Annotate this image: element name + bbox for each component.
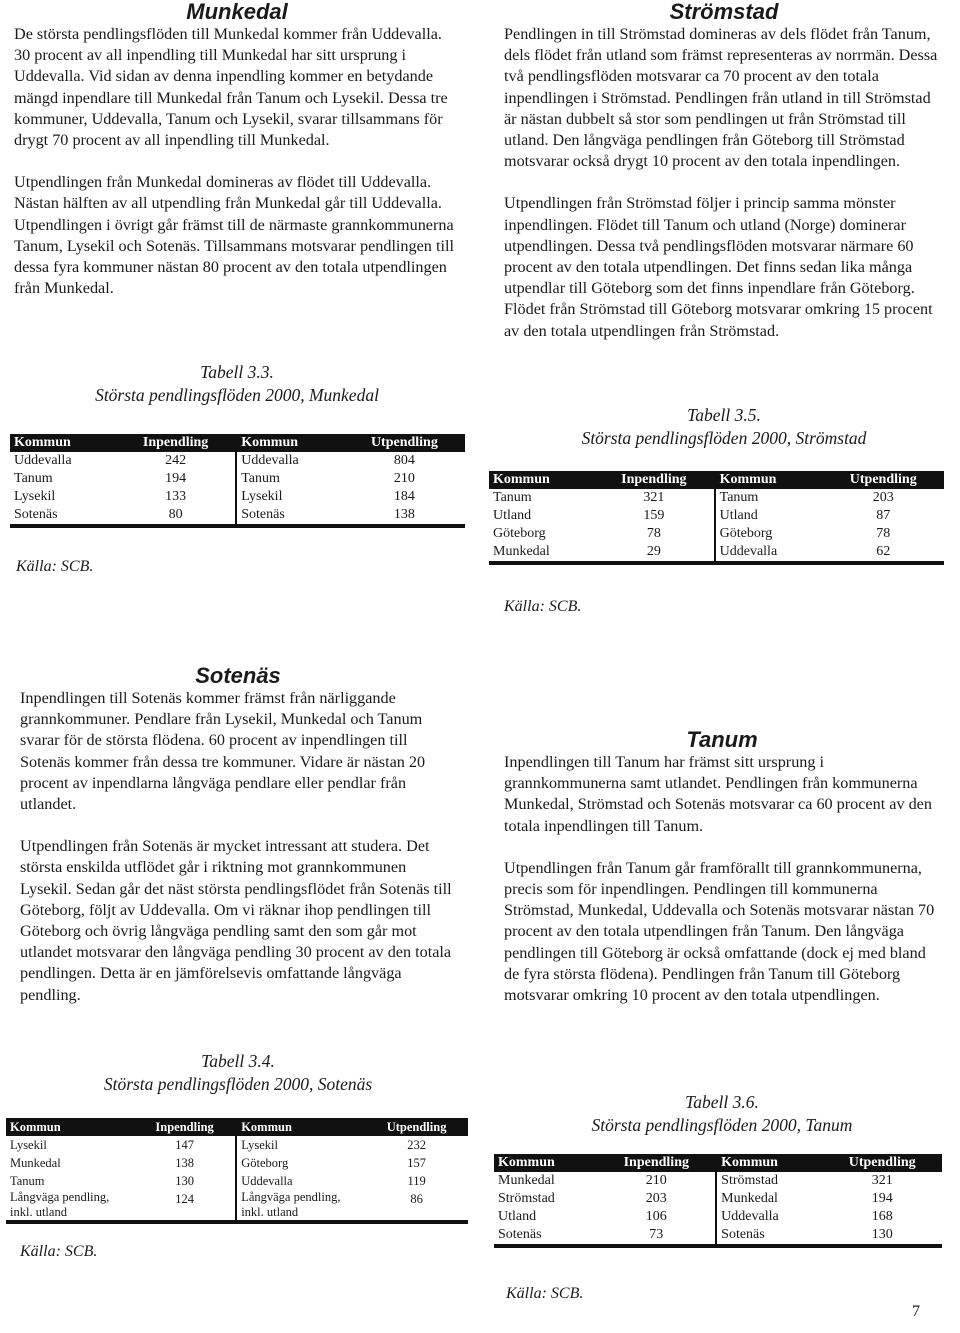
section-sotenas: [20, 664, 456, 1006]
table-row: [10, 470, 465, 488]
cell: 210: [645, 1173, 667, 1188]
table-sotenas: [6, 1118, 468, 1224]
cell: Sotenäs: [236, 506, 344, 526]
table-caption-munkedal: [14, 361, 460, 407]
cell: Sotenäs: [716, 1226, 822, 1246]
table-title: Största pendlingsflöden 2000, Munkedal: [95, 385, 379, 405]
table-caption-tanum: [504, 1091, 940, 1137]
cell: 106: [645, 1209, 667, 1224]
column-header: Utpendling: [365, 1118, 468, 1136]
cell: Göteborg: [493, 526, 546, 541]
cell: 168: [871, 1209, 893, 1224]
cell: 138: [344, 506, 465, 526]
section-heading: Strömstad: [669, 0, 779, 24]
table-row: [494, 1172, 942, 1190]
source-note: Källa: SCB.: [506, 1285, 584, 1302]
table-title: Största pendlingsflöden 2000, Tanum: [591, 1115, 853, 1135]
paragraph: Utpendlingen från Strömstad följer i princip samma mönster inpendlingen. Flödet till Tanum och utland (Norge) dominerar utpendlingen. Dessa två pendlingsflöden motsvarar närmare 60 procent av den totala utpendlingen. Det finns sedan lika många utpendlar till Göteborg som det finns inpendlare från Göteborg. Flödet från Strömstad till Göteborg motsvarar omkring 15 procent av den totala utpendlingen från Strömstad.: [504, 194, 933, 340]
column-header: Kommun: [10, 434, 116, 452]
cell: 87: [876, 508, 891, 523]
cell: Lysekil: [236, 1136, 365, 1154]
column-header: Kommun: [236, 1118, 365, 1136]
cell: Tanum: [14, 471, 53, 486]
cell: Göteborg: [715, 525, 823, 543]
cell: 119: [407, 1174, 426, 1188]
table-header-row: [10, 434, 465, 452]
cell: 78: [646, 526, 661, 541]
table-row: [10, 452, 465, 470]
cell: Lysekil: [14, 489, 56, 504]
cell: 157: [407, 1156, 426, 1170]
column-header: Utpendling: [344, 434, 465, 452]
paragraph: Utpendlingen från Tanum går framförallt till grannkommunerna, precis som för inpendlingen. Pendlingen till kommunerna Strömstad, Munkedal, Uddevalla och Sotenäs motsvarar nästan 70 procent av den totala utpendlingen från Tanum. Den långväga pendlingen till Göteborg är också omfattande (dock ej med bland de fyra största flödena). Pendlingen från Tanum till Göteborg motsvarar omkring 10 procent av den totala utpendlingen.: [504, 858, 935, 1005]
table-row: [494, 1190, 942, 1208]
cell: Tanum: [10, 1174, 45, 1188]
column-header: Kommun: [6, 1118, 134, 1136]
cell: 29: [594, 543, 715, 563]
cell: Långväga pendling, inkl. utland: [236, 1190, 365, 1222]
cell: 804: [393, 453, 415, 468]
cell: 159: [643, 508, 665, 523]
source-note: Källa: SCB.: [504, 598, 582, 615]
paragraph: Inpendlingen till Sotenäs kommer främst från närliggande grannkommuner. Pendlare från Lysekil, Munkedal och Tanum svarar för de största flödena. 60 procent av inpendlingen till Sotenäs kommer från dessa tre kommuner. Vidare är nästan 20 procent av inpendlarna långväga pendlare eller pendlar från utlandet.: [20, 689, 426, 814]
table-row: [489, 489, 944, 507]
cell: Lysekil: [236, 488, 344, 506]
column-header: Utpendling: [822, 471, 944, 489]
column-header: Inpendling: [597, 1154, 716, 1172]
cell: 138: [175, 1156, 194, 1170]
table-label: Tabell 3.3.: [200, 362, 274, 382]
cell: Munkedal: [489, 543, 594, 563]
cell: 232: [407, 1138, 426, 1152]
section-heading: Munkedal: [186, 0, 288, 24]
page-number: 7: [912, 1303, 920, 1320]
source-note: Källa: SCB.: [20, 1243, 98, 1260]
cell: Strömstad: [716, 1172, 822, 1190]
section-heading: Tanum: [686, 727, 758, 752]
cell: Uddevalla: [236, 452, 344, 470]
paragraph: Utpendlingen från Sotenäs är mycket intressant att studera. Det största enskilda utflödet går i riktning mot grannkommunen Lysekil. Sedan går det näst största pendlingsflödet från Sotenäs till Göteborg, följt av Uddevalla. Om vi räknar ihop pendlingen till Göteborg och övrig långväga pendling samt den som går mot utlandet motsvarar den långväga pendling 30 procent av den totala pendlingen. Detta är en jämförelsevis omfattande långväga pendling.: [20, 837, 452, 1004]
cell: 78: [876, 526, 891, 541]
cell: 62: [822, 543, 944, 563]
column-header: Inpendling: [594, 471, 715, 489]
column-header: Kommun: [494, 1154, 597, 1172]
cell: 130: [822, 1226, 942, 1246]
table-label: Tabell 3.5.: [687, 405, 761, 425]
table-header-row: [6, 1118, 468, 1136]
cell: Munkedal: [10, 1156, 61, 1170]
cell: 210: [393, 471, 415, 486]
cell: 86: [365, 1190, 468, 1222]
column-header: Kommun: [489, 471, 594, 489]
cell: Utland: [493, 508, 532, 523]
cell: Uddevalla: [716, 1208, 822, 1226]
column-header: Inpendling: [116, 434, 236, 452]
cell: 203: [645, 1191, 667, 1206]
paragraph: Inpendlingen till Tanum har främst sitt ursprung i grannkommunerna samt utlandet. Pendlingen från kommunerna Munkedal, Strömstad och Sotenäs motsvarar ca 60 procent av den totala inpendlingen till Tanum.: [504, 753, 932, 835]
cell: Tanum: [493, 490, 532, 505]
table-label: Tabell 3.6.: [685, 1092, 759, 1112]
cell: Sotenäs: [494, 1226, 597, 1246]
paragraph: De största pendlingsflöden till Munkedal kommer från Uddevalla. 30 procent av all inpendling till Munkedal har sitt ursprung i Uddevalla. Vid sidan av denna inpendling kommer en betydande mängd inpendlare till Munkedal från Tanum och Lysekil. Dessa tre kommuner, Uddevalla, Tanum och Lysekil, svarar tillsammans för drygt 70 procent av all inpendling till Munkedal.: [14, 25, 448, 150]
column-header: Kommun: [236, 434, 344, 452]
table-munkedal: [10, 434, 465, 528]
cell: Utland: [715, 507, 823, 525]
table-row: [489, 525, 944, 543]
cell: 242: [165, 453, 187, 468]
source-note: Källa: SCB.: [16, 558, 94, 575]
table-tanum: [494, 1154, 942, 1248]
section-heading: Sotenäs: [195, 663, 281, 688]
table-title: Största pendlingsflöden 2000, Sotenäs: [103, 1074, 373, 1094]
cell: 194: [871, 1191, 893, 1206]
table-label: Tabell 3.4.: [201, 1051, 275, 1071]
cell: Långväga pendling, inkl. utland: [6, 1190, 134, 1222]
paragraph: Utpendlingen från Munkedal domineras av flödet till Uddevalla. Nästan hälften av all utpendling från Munkedal går till Uddevalla. Utpendlingen i övrigt går främst till de närmaste grannkommunerna Tanum, Lysekil och Sotenäs. Tillsammans motsvarar pendlingen till dessa fyra kommuner nästan 80 procent av den totala utpendlingen från Munkedal.: [14, 173, 454, 298]
cell: 184: [393, 489, 415, 504]
cell: 194: [165, 471, 187, 486]
column-header: Kommun: [715, 471, 823, 489]
cell: 80: [116, 506, 236, 526]
section-tanum: [504, 728, 940, 1006]
cell: 203: [872, 490, 894, 505]
cell: Uddevalla: [236, 1172, 365, 1190]
table-row: [489, 543, 944, 563]
cell: 321: [871, 1173, 893, 1188]
cell: Uddevalla: [715, 543, 823, 563]
cell: 73: [597, 1226, 716, 1246]
cell: 133: [165, 489, 187, 504]
cell: Munkedal: [716, 1190, 822, 1208]
cell: Tanum: [236, 470, 344, 488]
table-stromstad: [489, 471, 944, 565]
table-row: [6, 1136, 468, 1154]
table-row: [494, 1208, 942, 1226]
table-header-row: [494, 1154, 942, 1172]
table-title: Största pendlingsflöden 2000, Strömstad: [581, 428, 867, 448]
table-row: [6, 1154, 468, 1172]
cell: 321: [643, 490, 665, 505]
cell: Tanum: [715, 489, 823, 507]
table-row: [494, 1226, 942, 1246]
cell: 130: [175, 1174, 194, 1188]
column-header: Utpendling: [822, 1154, 942, 1172]
cell: Lysekil: [10, 1138, 47, 1152]
section-stromstad: [504, 0, 944, 342]
cell: Göteborg: [236, 1154, 365, 1172]
table-header-row: [489, 471, 944, 489]
cell: 147: [175, 1138, 194, 1152]
column-header: Inpendling: [134, 1118, 236, 1136]
table-row: [6, 1190, 468, 1222]
paragraph: Pendlingen in till Strömstad domineras av dels flödet från Tanum, dels flödet från utland som främst representeras av norrmän. Dessa två pendlingsflöden motsvarar ca 70 procent av den totala inpendlingen i Strömstad. Pendlingen från utland in till Strömstad är nästan dubbelt så stor som pendlingen ut från Strömstad till utland. Den långväga pendlingen från Göteborg till Strömstad motsvarar också drygt 10 procent av den totala inpendlingen.: [504, 25, 938, 171]
table-row: [10, 506, 465, 526]
table-row: [10, 488, 465, 506]
section-munkedal: [14, 0, 460, 299]
cell: 124: [134, 1190, 236, 1222]
table-row: [489, 507, 944, 525]
cell: Munkedal: [498, 1173, 555, 1188]
table-caption-stromstad: [504, 404, 944, 450]
cell: Uddevalla: [14, 453, 72, 468]
table-row: [6, 1172, 468, 1190]
cell: Strömstad: [498, 1191, 555, 1206]
cell: Utland: [498, 1209, 537, 1224]
table-caption-sotenas: [20, 1050, 456, 1096]
column-header: Kommun: [716, 1154, 822, 1172]
cell: Sotenäs: [10, 506, 116, 526]
